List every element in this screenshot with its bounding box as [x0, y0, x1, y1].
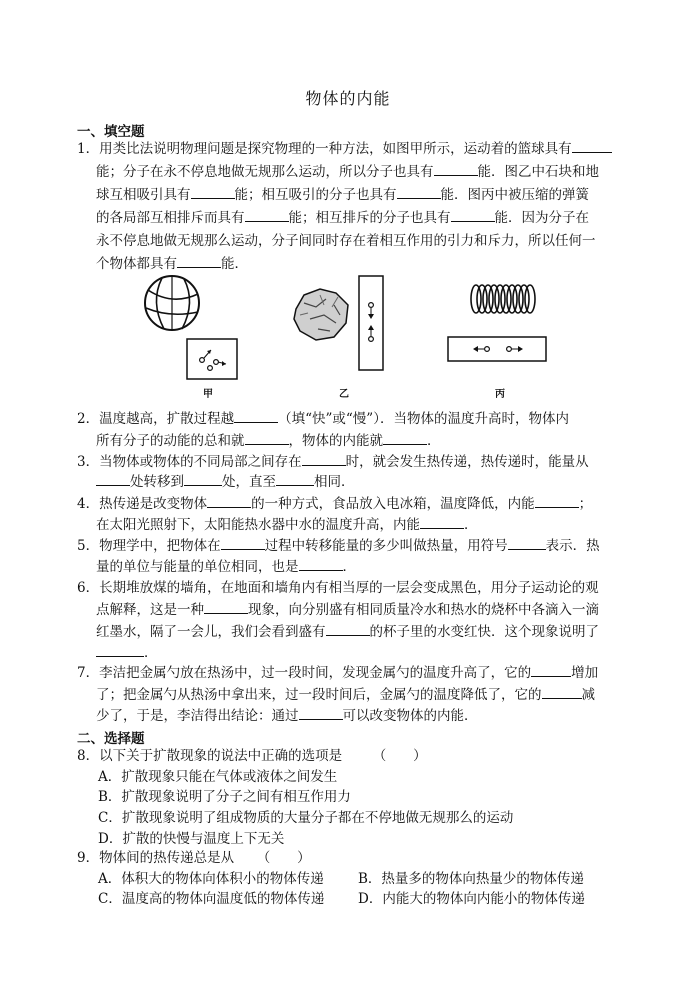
answer-blank[interactable]	[383, 431, 427, 445]
q1-line-1: 1．用类比法说明物理问题是探究物理的一种方法，如图甲所示，运动着的篮球具有	[77, 139, 612, 159]
q9-option-d[interactable]: D．内能大的物体向内能小的物体传递	[358, 891, 585, 907]
answer-blank[interactable]	[572, 139, 612, 153]
rock-figure	[290, 285, 352, 343]
answer-blank[interactable]	[302, 452, 346, 466]
molecule-attraction-box-yi	[358, 275, 384, 371]
basketball-figure	[140, 272, 210, 334]
answer-blank[interactable]	[221, 536, 265, 550]
answer-blank[interactable]	[299, 706, 343, 720]
q1-line-4: 的各局部互相排斥而具有 能；相互排斥的分子也具有 能．因为分子在	[96, 210, 589, 226]
q4-line-2: 在太阳光照射下，太阳能热水器中水的温度升高，内能 ．	[96, 517, 478, 533]
answer-blank[interactable]	[535, 494, 579, 508]
q9-option-b[interactable]: B．热量多的物体向热量少的物体传递	[358, 871, 584, 887]
q6-line-1: 6．长期堆放煤的墙角，在地面和墙角内有相当厚的一层会变成黑色，用分子运动论的观	[77, 580, 599, 596]
molecule-motion-box-jia	[186, 338, 238, 380]
answer-blank[interactable]	[204, 600, 248, 614]
section-multiple-choice: 二、选择题	[77, 731, 145, 747]
q7-line-3: 少了，于是，李洁得出结论：通过 可以改变物体的内能．	[96, 708, 478, 724]
q7-line-2: 了；把金属勺从热汤中拿出来，过一段时间后，金属勺的温度降低了，它的 减	[96, 687, 595, 703]
answer-blank[interactable]	[96, 472, 130, 486]
figure-label-bing: 丙	[495, 389, 505, 400]
answer-blank[interactable]	[191, 185, 235, 199]
q7-line-1: 7．李洁把金属勺放在热汤中，过一段时间，发现金属勺的温度升高了，它的 增加	[77, 665, 599, 681]
answer-blank[interactable]	[207, 494, 251, 508]
q6-line-2: 点解释，这是一种 现象，向分别盛有相同质量冷水和热水的烧杯中各滴入一滴	[96, 602, 599, 618]
q8-answer-parentheses[interactable]: （ ）	[372, 748, 427, 764]
q8-option-d[interactable]: D．扩散的快慢与温度上下无关	[98, 831, 285, 847]
q8-option-a[interactable]: A．扩散现象只能在气体或液体之间发生	[98, 769, 338, 785]
q9-answer-parentheses[interactable]: （ ）	[256, 850, 311, 866]
q6-line-3: 红墨水，隔了一会儿，我们会看到盛有 的杯子里的水变红快．这个现象说明了	[96, 624, 599, 640]
answer-blank[interactable]	[276, 472, 314, 486]
q8-option-c[interactable]: C．扩散现象说明了组成物质的大量分子都在不停地做无规那么的运动	[98, 810, 514, 826]
q2-line-2: 所有分子的动能的总和就 ，物体的内能就 ．	[96, 433, 441, 449]
answer-blank[interactable]	[177, 254, 221, 268]
q8-stem: 8．以下关于扩散现象的说法中正确的选项是 （ ）	[77, 748, 427, 764]
q9-stem: 9．物体间的热传递总是从 （ ）	[77, 850, 311, 866]
q2-line-1: 2．温度越高，扩散过程越 （填“快”或“慢”）．当物体的温度升高时，物体内	[77, 411, 569, 427]
molecule-repulsion-box-bing	[447, 336, 547, 362]
answer-blank[interactable]	[245, 208, 289, 222]
q5-line-2: 量的单位与能量的单位相同，也是 ．	[96, 559, 356, 575]
q1-line-3: 球互相吸引具有 能；相互吸引的分子也具有 能．图丙中被压缩的弹簧	[96, 187, 589, 203]
answer-blank[interactable]	[451, 208, 495, 222]
q1-line-6: 个物体都具有 能．	[96, 256, 248, 272]
compressed-spring-figure	[466, 282, 542, 316]
q1-line-5: 永不停息地做无规那么运动，分子间同时存在着相互作用的引力和斥力，所以任何一	[96, 233, 596, 249]
section-fill-in: 一、填空题	[77, 124, 145, 140]
answer-blank[interactable]	[531, 663, 571, 677]
figure-label-jia: 甲	[203, 389, 213, 400]
answer-blank[interactable]	[420, 515, 464, 529]
q9-option-a[interactable]: A．体积大的物体向体积小的物体传递	[98, 871, 324, 887]
q5-line-1: 5．物理学中，把物体在 过程中转移能量的多少叫做热量，用符号 表示．热	[77, 538, 600, 554]
answer-blank[interactable]	[96, 643, 144, 657]
answer-blank[interactable]	[184, 472, 222, 486]
q4-line-1: 4．热传递是改变物体 的一种方式，食品放入电冰箱，温度降低，内能 ；	[77, 496, 593, 512]
answer-blank[interactable]	[245, 431, 289, 445]
answer-blank[interactable]	[234, 409, 278, 423]
q3-line-1: 3．当物体或物体的不同局部之间存在 时，就会发生热传递，热传递时，能量从	[77, 454, 589, 470]
answer-blank[interactable]	[326, 622, 370, 636]
q3-line-2: 处转移到 处，直至 相同．	[96, 472, 355, 492]
q1-line-2: 能；分子在永不停息地做无规那么运动，所以分子也具有 能．图乙中石块和地	[96, 164, 599, 180]
answer-blank[interactable]	[397, 185, 441, 199]
answer-blank[interactable]	[508, 536, 546, 550]
figure-label-yi: 乙	[339, 389, 349, 400]
answer-blank[interactable]	[299, 557, 343, 571]
page-title: 物体的内能	[305, 89, 391, 108]
answer-blank[interactable]	[434, 162, 478, 176]
answer-blank[interactable]	[542, 685, 582, 699]
q6-line-4: ．	[96, 643, 158, 663]
q8-option-b[interactable]: B．扩散现象说明了分子之间有相互作用力	[98, 789, 351, 805]
q9-option-c[interactable]: C．温度高的物体向温度低的物体传递	[98, 891, 325, 907]
